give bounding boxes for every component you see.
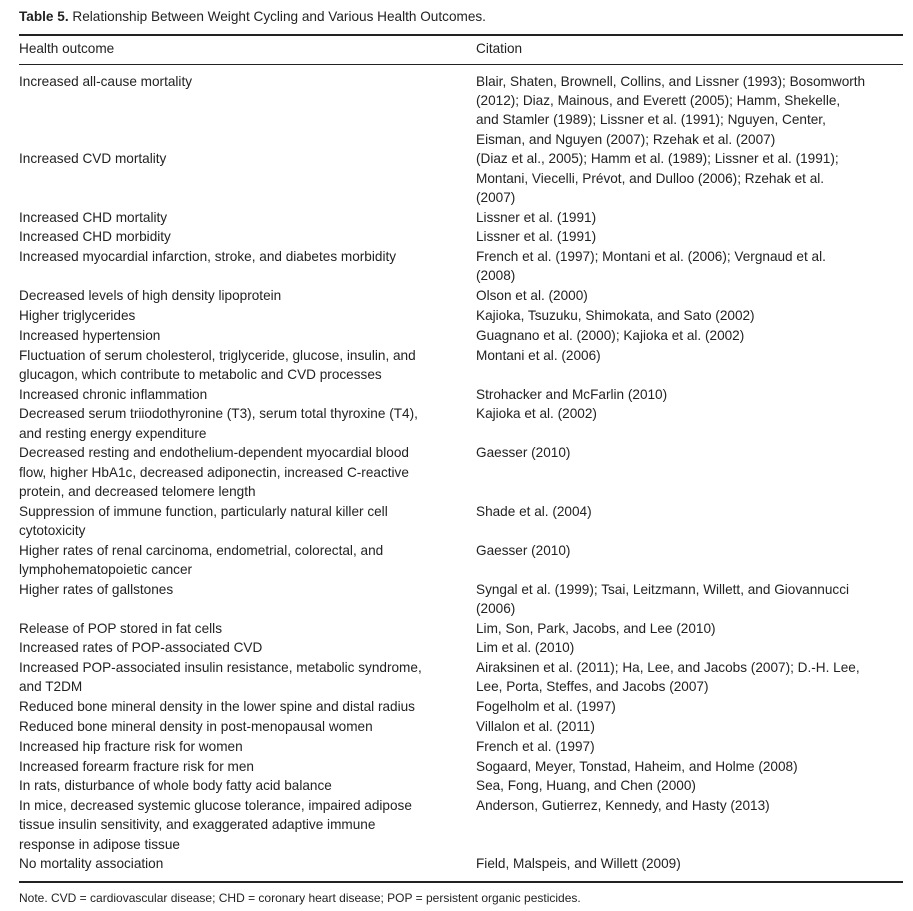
health-outcome-cell [19, 541, 469, 579]
table-row [0, 638, 913, 657]
table-row [0, 541, 913, 579]
table-row [0, 776, 913, 795]
citation-text: Shade et al. (2004) [476, 503, 592, 519]
table-row [0, 149, 913, 207]
health-outcome-cell [19, 854, 469, 873]
citation-cell [476, 638, 886, 657]
health-outcome-text: lymphohematopoietic cancer [19, 561, 193, 577]
citation-cell [476, 247, 886, 285]
bottom-rule [19, 881, 903, 883]
citation-text: Sogaard, Meyer, Tonstad, Haheim, and Holme (2008) [476, 758, 798, 774]
citation-cell [476, 541, 886, 560]
table-row [0, 658, 913, 696]
health-outcome-text: tissue insulin sensitivity, and exaggerated adaptive immune [19, 817, 376, 833]
health-outcome-text: Decreased resting and endothelium-dependent myocardial blood [19, 445, 409, 461]
health-outcome-text: Decreased serum triiodothyronine (T3), serum total thyroxine (T4), [19, 406, 418, 422]
health-outcome-text: Higher rates of gallstones [19, 581, 174, 597]
citation-text: Kajioka, Tsuzuku, Shimokata, and Sato (2002) [476, 308, 755, 323]
health-outcome-cell [19, 346, 469, 384]
health-outcome-text: Fluctuation of serum cholesterol, triglyceride, glucose, insulin, and [19, 347, 416, 363]
citation-cell [476, 385, 886, 404]
table-row [0, 443, 913, 501]
citation-cell [476, 619, 886, 638]
health-outcome-cell [19, 326, 469, 345]
citation-cell [476, 776, 886, 795]
citation-cell [476, 443, 886, 462]
health-outcome-text: Increased myocardial infarction, stroke, and diabetes morbidity [19, 249, 397, 265]
citation-cell [476, 737, 886, 756]
citation-text: Olson et al. (2000) [476, 288, 588, 304]
health-outcome-text: Increased all-cause mortality [19, 74, 193, 89]
health-outcome-cell [19, 306, 469, 325]
table-row [0, 72, 913, 149]
table-row [0, 717, 913, 736]
health-outcome-cell [19, 580, 469, 599]
citation-text: (2012); Diaz, Mainous, and Everett (2005); Hamm, Shekelle, [476, 93, 841, 109]
health-outcome-cell [19, 757, 469, 776]
table-title: Relationship Between Weight Cycling and Various Health Outcomes. [72, 9, 486, 24]
table-row [0, 697, 913, 716]
health-outcome-text: and T2DM [19, 679, 83, 695]
table-row [0, 326, 913, 345]
health-outcome-text: Increased POP-associated insulin resistance, metabolic syndrome, [19, 660, 422, 676]
top-rule [19, 34, 903, 36]
health-outcome-cell [19, 404, 469, 442]
health-outcome-text: and resting energy expenditure [19, 425, 207, 441]
health-outcome-cell [19, 385, 469, 404]
health-outcome-text: protein, and decreased telomere length [19, 483, 256, 499]
citation-cell [476, 502, 886, 521]
citation-cell [476, 854, 886, 873]
table-row [0, 306, 913, 325]
health-outcome-text: glucagon, which contribute to metabolic and CVD processes [19, 366, 382, 382]
health-outcome-text: Higher triglycerides [19, 308, 136, 323]
table-note: Note. CVD = cardiovascular disease; CHD = coronary heart disease; POP = persistent organic pesticides. [19, 891, 581, 905]
citation-text: Lim et al. (2010) [476, 640, 575, 656]
table-row [0, 404, 913, 442]
table-row [0, 247, 913, 285]
citation-text: Lim, Son, Park, Jacobs, and Lee (2010) [476, 620, 716, 636]
header-rule [19, 64, 903, 65]
table-row [0, 346, 913, 384]
health-outcome-cell [19, 737, 469, 756]
health-outcome-text: Increased hip fracture risk for women [19, 738, 243, 754]
citation-cell [476, 326, 886, 345]
table-row [0, 854, 913, 873]
citation-text: Eisman, and Nguyen (2007); Rzehak et al. (2007) [476, 131, 776, 147]
table-caption [19, 8, 486, 26]
citation-cell [476, 404, 886, 423]
citation-text: French et al. (1997); Montani et al. (2006); Vergnaud et al. [476, 249, 826, 265]
table-row [0, 227, 913, 246]
citation-cell [476, 208, 886, 227]
citation-cell [476, 286, 886, 305]
citation-text: Airaksinen et al. (2011); Ha, Lee, and Jacobs (2007); D.-H. Lee, [476, 660, 860, 676]
health-outcome-cell [19, 717, 469, 736]
health-outcome-cell [19, 286, 469, 305]
citation-cell [476, 717, 886, 736]
table-row [0, 737, 913, 756]
table-row [0, 580, 913, 618]
health-outcome-text: Increased CVD mortality [19, 151, 167, 167]
citation-text: Syngal et al. (1999); Tsai, Leitzmann, Willett, and Giovannucci [476, 581, 850, 597]
citation-cell [476, 757, 886, 776]
table-label: Table 5. [19, 9, 69, 24]
table-row [0, 619, 913, 638]
health-outcome-text: No mortality association [19, 856, 164, 872]
health-outcome-cell [19, 796, 469, 854]
table-row [0, 208, 913, 227]
health-outcome-cell [19, 619, 469, 638]
citation-text: (2007) [476, 189, 516, 205]
health-outcome-cell [19, 72, 469, 91]
citation-text: Blair, Shaten, Brownell, Collins, and Lissner (1993); Bosomworth [476, 74, 866, 89]
health-outcome-cell [19, 227, 469, 246]
health-outcome-text: Increased hypertension [19, 327, 161, 343]
citation-text: Montani, Viecelli, Prévot, and Dulloo (2006); Rzehak et al. [476, 170, 825, 186]
health-outcome-cell [19, 638, 469, 657]
health-outcome-text: response in adipose tissue [19, 836, 180, 852]
citation-text: French et al. (1997) [476, 738, 595, 754]
health-outcome-text: Increased forearm fracture risk for men [19, 758, 254, 774]
citation-text: Lissner et al. (1991) [476, 229, 597, 245]
citation-text: Guagnano et al. (2000); Kajioka et al. (2002) [476, 327, 745, 343]
citation-text: Field, Malspeis, and Willett (2009) [476, 856, 681, 872]
table-row [0, 757, 913, 776]
citation-cell [476, 227, 886, 246]
health-outcome-text: Release of POP stored in fat cells [19, 620, 223, 636]
health-outcome-cell [19, 776, 469, 795]
citation-text: Kajioka et al. (2002) [476, 406, 597, 422]
health-outcome-cell [19, 697, 469, 716]
citation-cell [476, 580, 886, 618]
citation-text: Lissner et al. (1991) [476, 209, 597, 225]
table-row [0, 502, 913, 540]
health-outcome-cell [19, 658, 469, 696]
column-header-health-outcome: Health outcome [19, 41, 115, 56]
citation-text: Gaesser (2010) [476, 542, 571, 558]
table-row [0, 286, 913, 305]
health-outcome-cell [19, 443, 469, 501]
citation-cell [476, 149, 886, 207]
citation-text: and Stamler (1989); Lissner et al. (1991); Nguyen, Center, [476, 112, 826, 128]
citation-text: (2008) [476, 268, 516, 284]
health-outcome-cell [19, 149, 469, 168]
health-outcome-text: Increased chronic inflammation [19, 386, 208, 402]
citation-text: Gaesser (2010) [476, 445, 571, 461]
health-outcome-text: Decreased levels of high density lipoprotein [19, 288, 282, 304]
citation-cell [476, 306, 886, 325]
citation-cell [476, 72, 886, 149]
citation-text: Anderson, Gutierrez, Kennedy, and Hasty (2013) [476, 798, 770, 814]
health-outcome-text: Reduced bone mineral density in the lower spine and distal radius [19, 699, 415, 715]
table-row [0, 796, 913, 854]
citation-cell [476, 346, 886, 365]
citation-text: Sea, Fong, Huang, and Chen (2000) [476, 778, 696, 794]
health-outcome-cell [19, 502, 469, 540]
citation-text: Villalon et al. (2011) [476, 719, 595, 734]
health-outcome-text: Reduced bone mineral density in post-menopausal women [19, 719, 373, 734]
health-outcome-text: In rats, disturbance of whole body fatty acid balance [19, 778, 332, 794]
citation-cell [476, 697, 886, 716]
health-outcome-text: cytotoxicity [19, 522, 86, 538]
health-outcome-text: Increased CHD mortality [19, 209, 168, 225]
health-outcome-text: Increased rates of POP-associated CVD [19, 640, 263, 656]
citation-text: Strohacker and McFarlin (2010) [476, 386, 668, 402]
citation-text: (2006) [476, 600, 516, 616]
health-outcome-text: In mice, decreased systemic glucose tolerance, impaired adipose [19, 798, 412, 814]
health-outcome-cell [19, 247, 469, 266]
citation-cell [476, 796, 886, 815]
health-outcome-text: Increased CHD morbidity [19, 229, 171, 245]
health-outcome-cell [19, 208, 469, 227]
citation-text: Montani et al. (2006) [476, 347, 601, 363]
health-outcome-text: flow, higher HbA1c, decreased adiponectin, increased C-reactive [19, 464, 409, 480]
column-header-citation: Citation [476, 41, 523, 56]
health-outcome-text: Suppression of immune function, particularly natural killer cell [19, 503, 388, 519]
citation-text: Lee, Porta, Steffes, and Jacobs (2007) [476, 679, 709, 695]
citation-text: Fogelholm et al. (1997) [476, 699, 616, 715]
health-outcome-text: Higher rates of renal carcinoma, endometrial, colorectal, and [19, 542, 384, 558]
citation-text: (Diaz et al., 2005); Hamm et al. (1989); Lissner et al. (1991); [476, 151, 839, 167]
citation-cell [476, 658, 886, 696]
table-row [0, 385, 913, 404]
